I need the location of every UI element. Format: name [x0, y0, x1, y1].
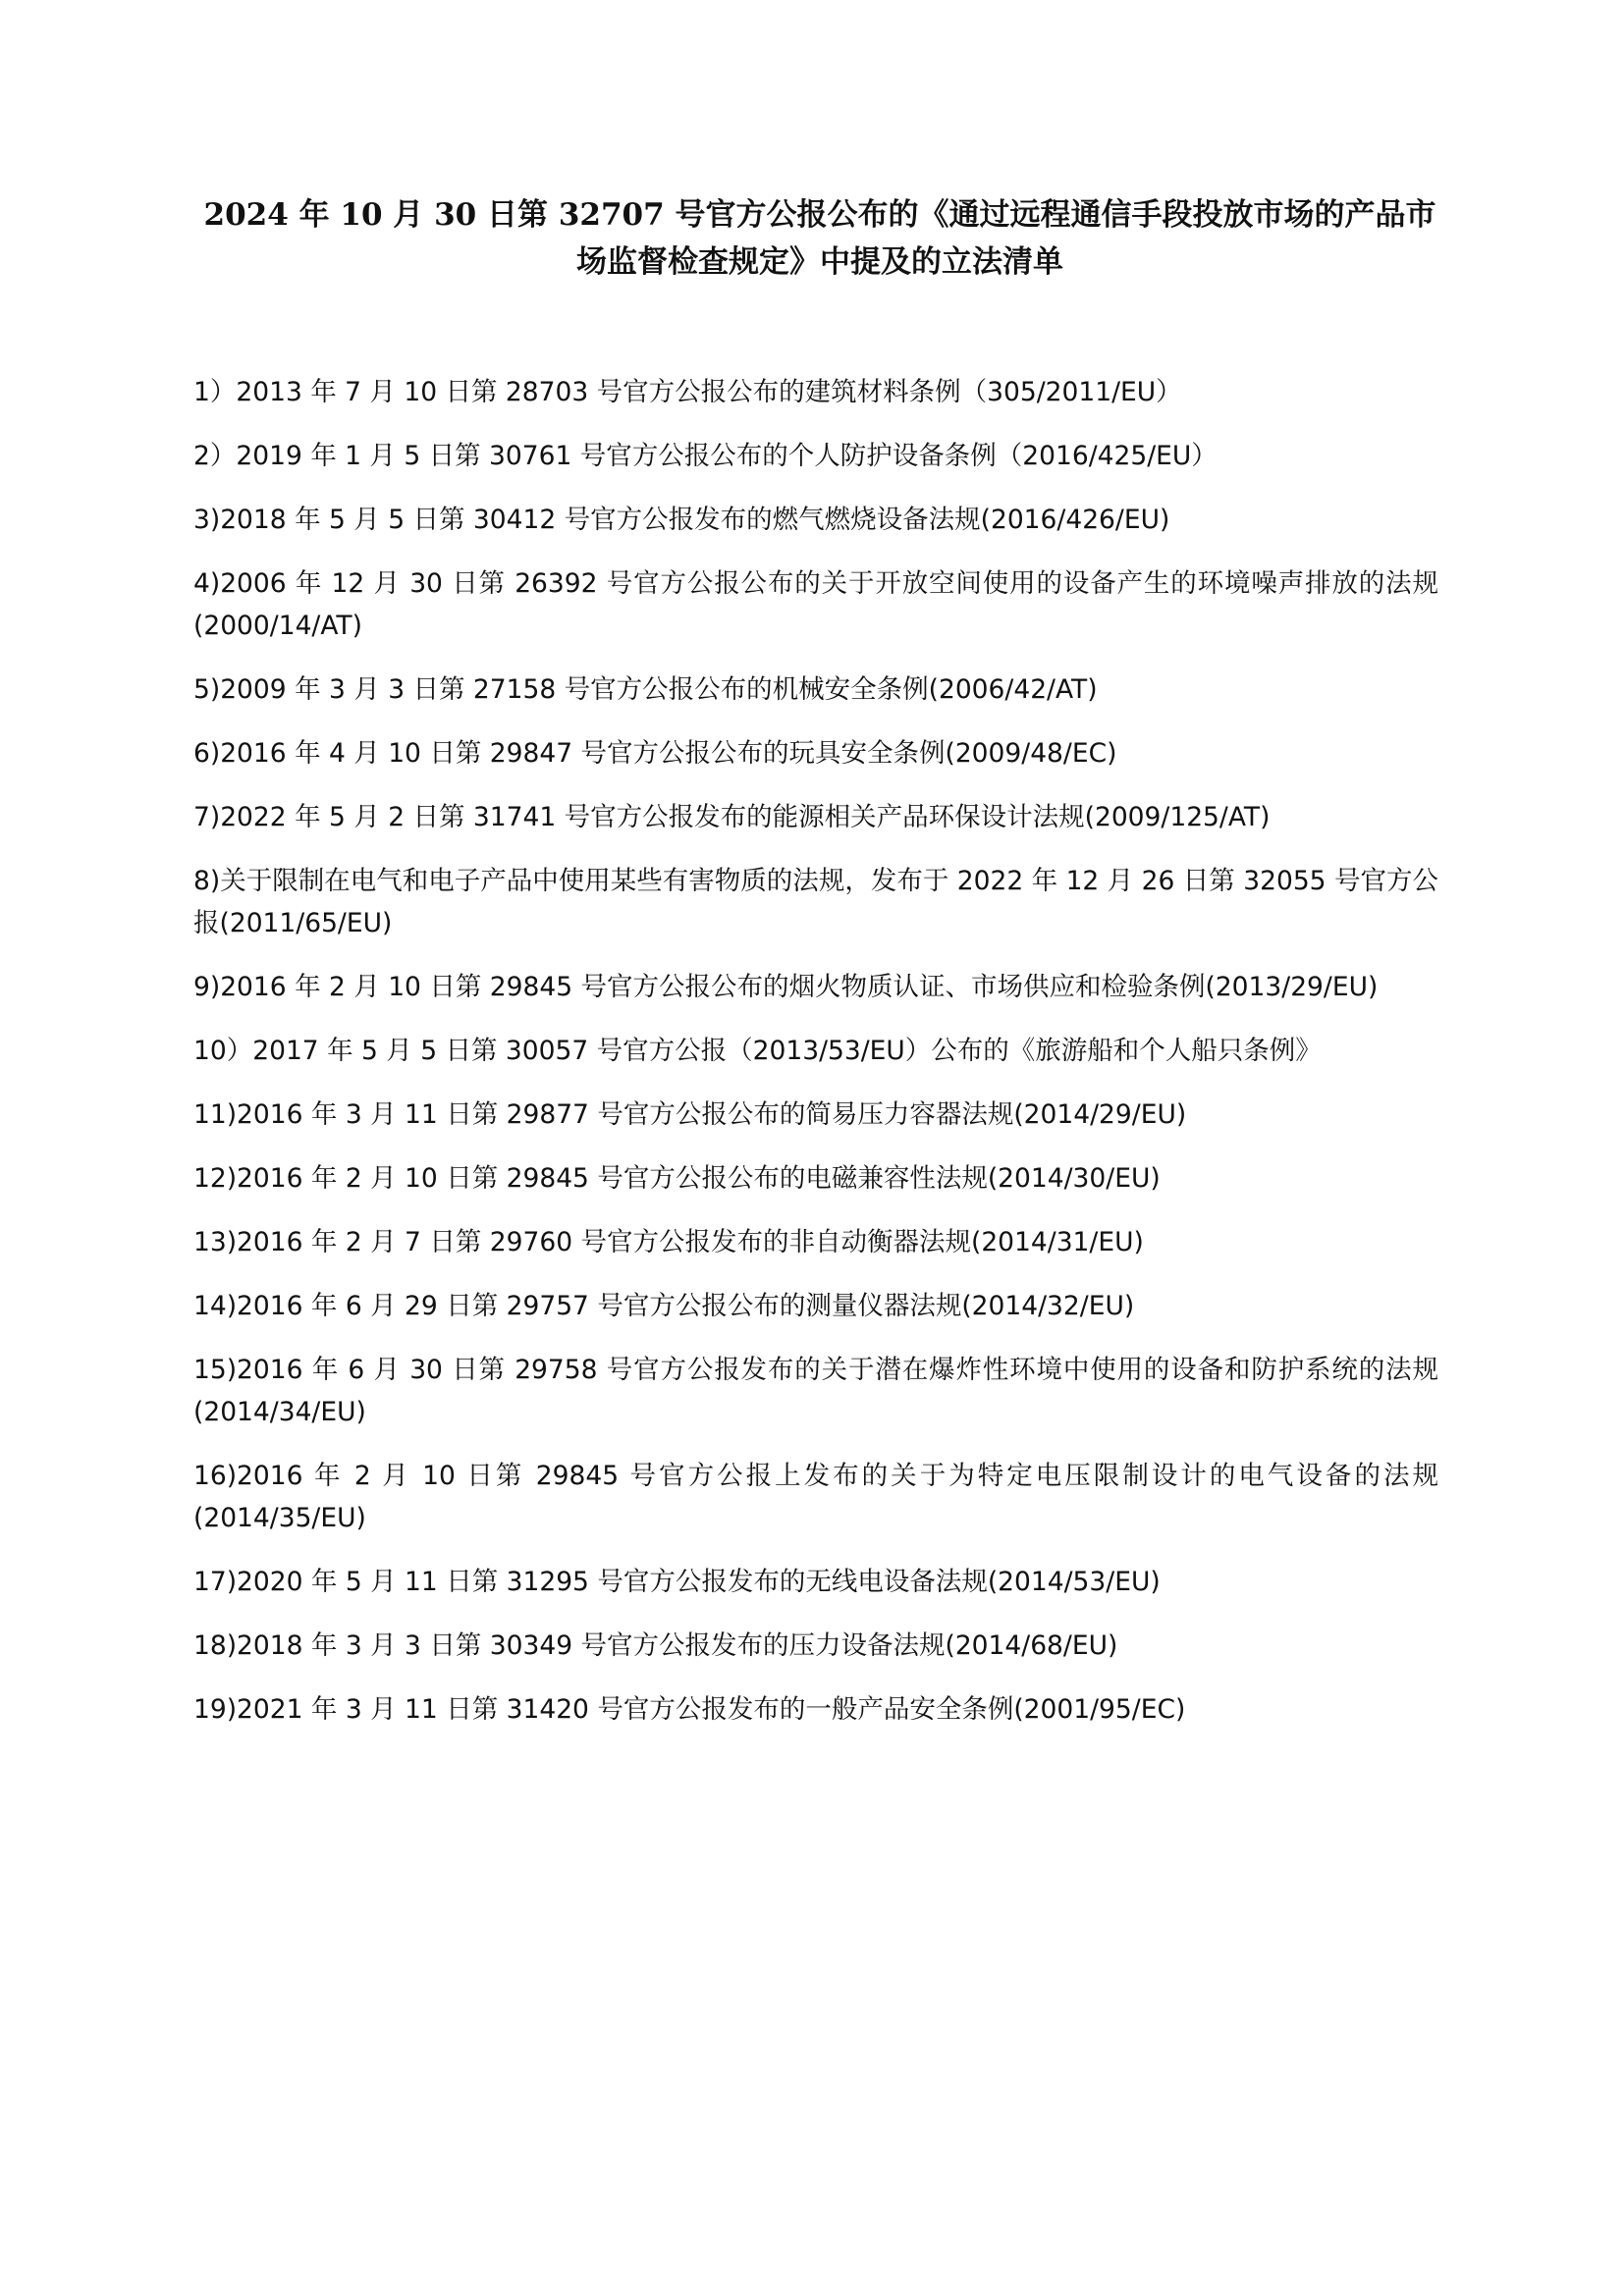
- list-item: 18)2018 年 3 月 3 日第 30349 号官方公报发布的压力设备法规(2014/68/EU): [193, 1630, 1118, 1661]
- list-item: 6)2016 年 4 月 10 日第 29847 号官方公报公布的玩具安全条例(2009/48/EC): [193, 738, 1117, 769]
- list-item: 3)2018 年 5 月 5 日第 30412 号官方公报发布的燃气燃烧设备法规(2016/426/EU): [193, 505, 1170, 535]
- list-item: 12)2016 年 2 月 10 日第 29845 号官方公报公布的电磁兼容性法规(2014/30/EU): [193, 1163, 1161, 1194]
- list-item: 13)2016 年 2 月 7 日第 29760 号官方公报发布的非自动衡器法规(2014/31/EU): [193, 1227, 1144, 1257]
- list-item: 4)2006 年 12 月 30 日第 26392 号官方公报公布的关于开放空间使用的设备产生的环境噪声排放的法规(2000/14/AT): [193, 568, 1438, 641]
- list-item: 17)2020 年 5 月 11 日第 31295 号官方公报发布的无线电设备法规(2014/53/EU): [193, 1567, 1161, 1597]
- title-line-1: 2024 年 10 月 30 日第 32707 号官方公报公布的《通过远程通信手段投放市场的产品市: [203, 197, 1436, 233]
- list-item: 14)2016 年 6 月 29 日第 29757 号官方公报公布的测量仪器法规(2014/32/EU): [193, 1291, 1135, 1321]
- list-item: 15)2016 年 6 月 30 日第 29758 号官方公报发布的关于潜在爆炸性环境中使用的设备和防护系统的法规(2014/34/EU): [193, 1355, 1438, 1427]
- document-title: [191, 191, 1448, 286]
- list-item: 5)2009 年 3 月 3 日第 27158 号官方公报公布的机械安全条例(2006/42/AT): [193, 674, 1098, 705]
- list-item: 11)2016 年 3 月 11 日第 29877 号官方公报公布的简易压力容器法规(2014/29/EU): [193, 1099, 1187, 1130]
- list-item: 2）2019 年 1 月 5 日第 30761 号官方公报公布的个人防护设备条例（2016/425/EU）: [193, 441, 1218, 471]
- title-line-2: 场监督检查规定》中提及的立法清单: [576, 244, 1063, 280]
- list-item: 19)2021 年 3 月 11 日第 31420 号官方公报发布的一般产品安全条例(2001/95/EC): [193, 1694, 1186, 1725]
- list-item: 16)2016 年 2 月 10 日第 29845 号官方公报上发布的关于为特定电压限制设计的电气设备的法规(2014/35/EU): [193, 1461, 1438, 1533]
- list-item: 9)2016 年 2 月 10 日第 29845 号官方公报公布的烟火物质认证、市场供应和检验条例(2013/29/EU): [193, 972, 1379, 1002]
- list-item: 8)关于限制在电气和电子产品中使用某些有害物质的法规，发布于 2022 年 12 月 26 日第 32055 号官方公报(2011/65/EU): [193, 866, 1438, 938]
- list-item: 7)2022 年 5 月 2 日第 31741 号官方公报发布的能源相关产品环保设计法规(2009/125/AT): [193, 802, 1271, 832]
- list-item: 10）2017 年 5 月 5 日第 30057 号官方公报（2013/53/EU）公布的《旅游船和个人船只条例》: [193, 1036, 1322, 1066]
- list-item: 1）2013 年 7 月 10 日第 28703 号官方公报公布的建筑材料条例（305/2011/EU）: [193, 377, 1182, 407]
- legislation-list: [193, 371, 1438, 1752]
